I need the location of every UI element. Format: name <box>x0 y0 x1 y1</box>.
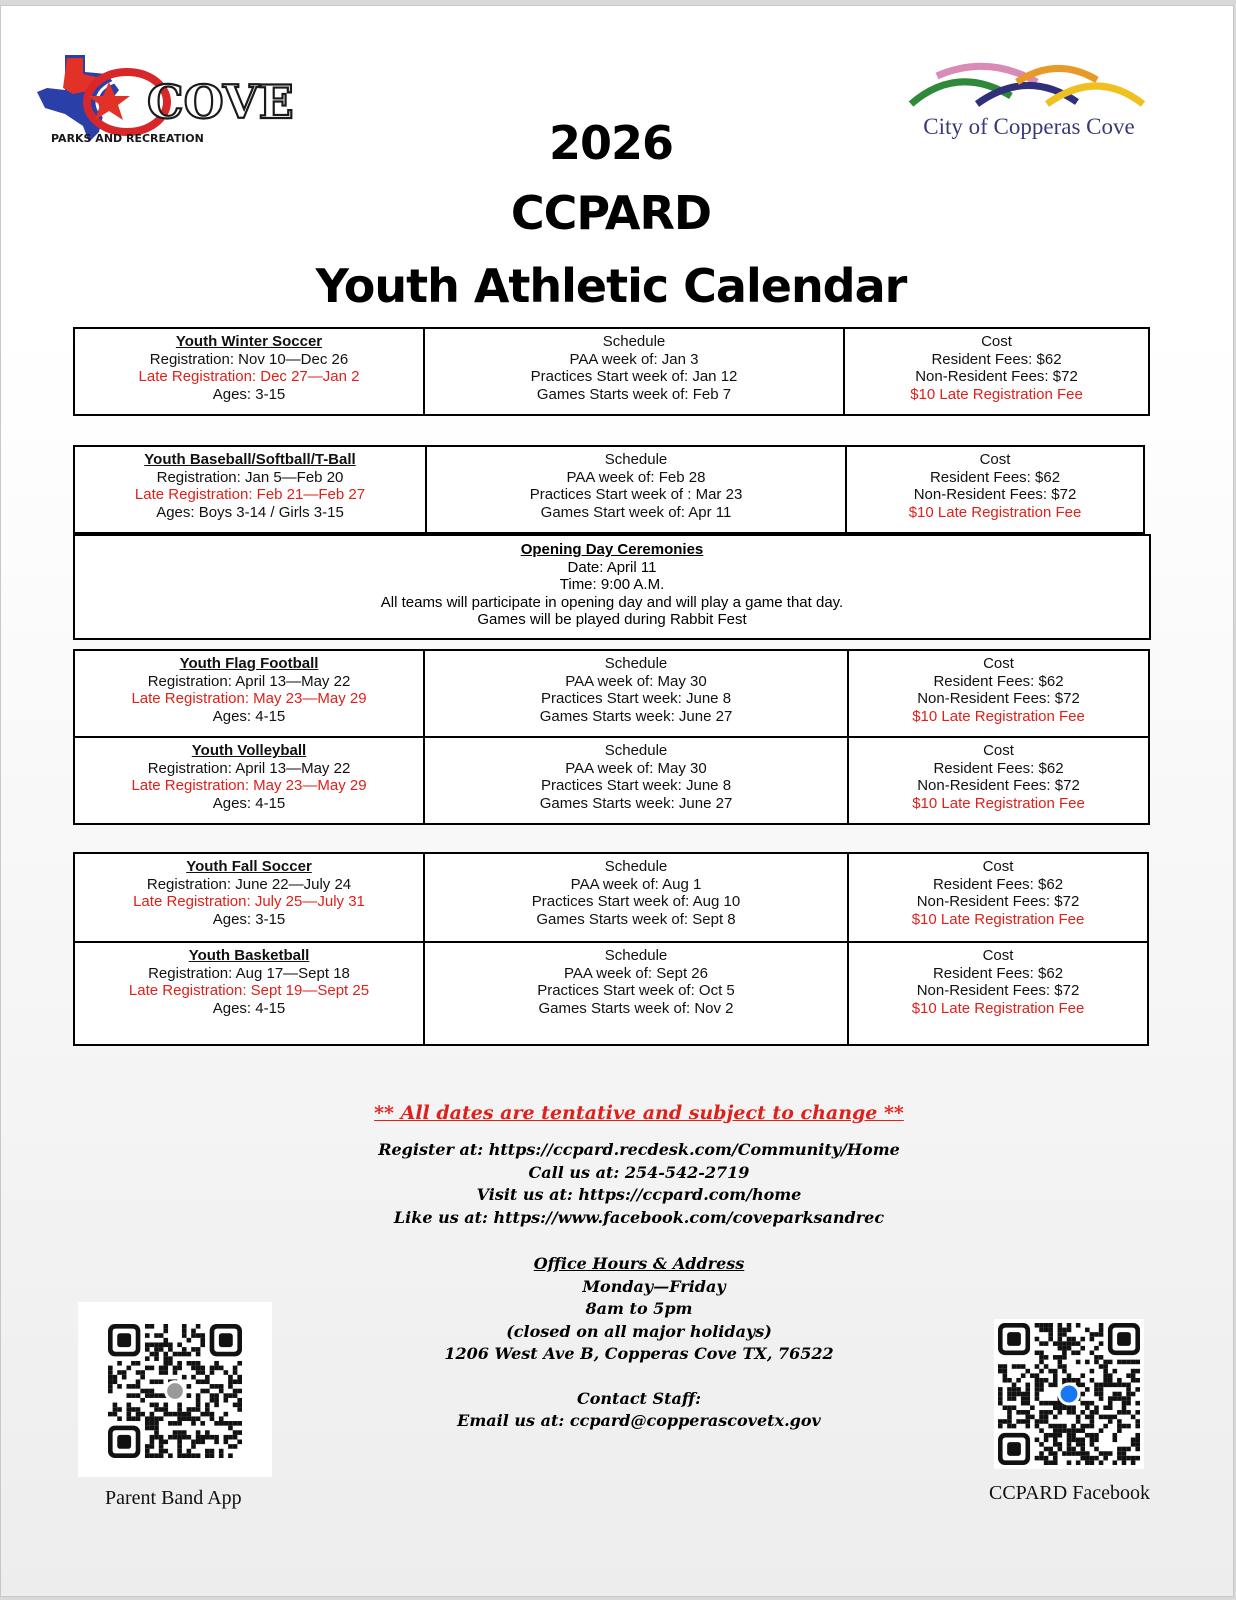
program-row <box>75 447 1143 532</box>
non-resident-fee: Non-Resident Fees: $72 <box>916 893 1080 910</box>
band-app-qr-icon[interactable] <box>78 1302 272 1477</box>
resident-fee: Resident Fees: $62 <box>933 759 1064 777</box>
program-table-fall <box>73 852 1149 1046</box>
practices-start: Practices Start week of: Aug 10 <box>531 893 741 910</box>
schedule-header: Schedule <box>604 742 668 759</box>
opening-day-note: Games will be played during Rabbit Fest <box>477 611 747 628</box>
resident-fee: Resident Fees: $62 <box>929 468 1061 486</box>
practices-start: Practices Start week of: Oct 5 <box>537 982 735 999</box>
ages: Ages: 4-15 <box>212 794 286 812</box>
band-app-label: Parent Band App <box>105 1487 242 1509</box>
cost-header: Cost <box>982 858 1014 875</box>
disclaimer: ** All dates are tentative and subject to change ** <box>374 1102 904 1124</box>
late-registration-dates: Late Registration: Feb 21—Feb 27 <box>134 486 366 503</box>
title-org: CCPARD <box>510 186 712 240</box>
non-resident-fee: Non-Resident Fees: $72 <box>915 368 1078 385</box>
office-hours: 8am to 5pm <box>585 1299 693 1318</box>
program-table-winter <box>73 327 1150 416</box>
title-year: 2026 <box>548 116 674 170</box>
registration-dates: Registration: Jan 5—Feb 20 <box>156 468 344 486</box>
contact-title: Contact Staff: <box>577 1388 701 1408</box>
late-registration-dates: Late Registration: May 23—May 29 <box>131 777 367 794</box>
cost-header: Cost <box>983 655 1014 672</box>
resident-fee: Resident Fees: $62 <box>933 672 1064 690</box>
late-fee: $10 Late Registration Fee <box>908 503 1082 521</box>
paa-week: PAA week of: Feb 28 <box>566 468 706 486</box>
program-row <box>75 941 1147 1044</box>
paa-week: PAA week of: Sept 26 <box>564 964 708 982</box>
email-link[interactable]: Email us at: ccpard@copperascovetx.gov <box>457 1411 821 1430</box>
program-table-baseball <box>73 445 1145 534</box>
late-fee: $10 Late Registration Fee <box>912 794 1085 812</box>
resident-fee: Resident Fees: $62 <box>931 350 1062 368</box>
registration-dates: Registration: Aug 17—Sept 18 <box>148 964 350 982</box>
practices-start: Practices Start week of: Jan 12 <box>530 368 738 385</box>
opening-day-date: Date: April 11 <box>567 558 657 576</box>
schedule-header: Schedule <box>604 655 668 672</box>
ages: Ages: 3-15 <box>212 385 286 403</box>
program-name: Youth Basketball <box>188 947 310 964</box>
schedule-header: Schedule <box>604 451 668 468</box>
calendar-page <box>0 5 1234 1597</box>
non-resident-fee: Non-Resident Fees: $72 <box>916 982 1080 999</box>
registration-dates: Registration: April 13—May 22 <box>147 759 351 777</box>
ages: Ages: 3-15 <box>212 910 286 928</box>
office-days: Monday—Friday <box>582 1276 726 1296</box>
games-start: Games Starts week of: Nov 2 <box>538 999 734 1017</box>
ages: Ages: Boys 3-14 / Girls 3-15 <box>156 503 344 521</box>
program-row <box>75 736 1148 823</box>
program-row <box>75 329 1148 414</box>
practices-start: Practices Start week: June 8 <box>540 690 732 707</box>
cost-header: Cost <box>982 947 1014 964</box>
paa-week: PAA week of: May 30 <box>565 759 707 777</box>
city-logo-text: City of Copperas Cove <box>923 114 1135 139</box>
paa-week: PAA week of: May 30 <box>565 672 707 690</box>
opening-day-title: Opening Day Ceremonies <box>520 541 704 558</box>
schedule-header: Schedule <box>604 858 668 875</box>
non-resident-fee: Non-Resident Fees: $72 <box>913 486 1077 503</box>
program-name: Youth Volleyball <box>191 742 307 759</box>
registration-dates: Registration: June 22—July 24 <box>146 875 352 893</box>
opening-day-box <box>73 534 1151 640</box>
late-fee: $10 Late Registration Fee <box>911 910 1085 928</box>
non-resident-fee: Non-Resident Fees: $72 <box>917 690 1080 707</box>
schedule-header: Schedule <box>604 947 668 964</box>
phone-number: Call us at: 254-542-2719 <box>528 1162 750 1182</box>
facebook-link[interactable]: Like us at: https://www.facebook.com/coveparksandrec <box>393 1207 885 1227</box>
program-name: Youth Fall Soccer <box>186 858 312 875</box>
ages: Ages: 4-15 <box>212 707 286 725</box>
practices-start: Practices Start week: June 8 <box>540 777 732 794</box>
opening-day-note: All teams will participate in opening day and will play a game that day. <box>380 593 844 611</box>
cost-header: Cost <box>983 742 1014 759</box>
program-name: Youth Baseball/Softball/T-Ball <box>144 451 356 468</box>
late-registration-dates: Late Registration: May 23—May 29 <box>131 690 367 707</box>
cost-header: Cost <box>979 451 1011 468</box>
paa-week: PAA week of: Aug 1 <box>570 875 702 893</box>
paa-week: PAA week of: Jan 3 <box>569 350 699 368</box>
games-start: Games Starts week: June 27 <box>539 707 733 725</box>
cost-header: Cost <box>981 333 1012 350</box>
non-resident-fee: Non-Resident Fees: $72 <box>917 777 1080 794</box>
late-fee: $10 Late Registration Fee <box>912 707 1085 725</box>
registration-dates: Registration: Nov 10—Dec 26 <box>149 350 349 368</box>
games-start: Games Start week of: Apr 11 <box>540 503 732 521</box>
program-row <box>75 651 1148 736</box>
facebook-qr-icon[interactable] <box>994 1319 1144 1469</box>
resident-fee: Resident Fees: $62 <box>932 875 1064 893</box>
program-name: Youth Winter Soccer <box>175 333 323 350</box>
games-start: Games Starts week: June 27 <box>539 794 733 812</box>
cove-logo-subtitle: PARKS AND RECREATION <box>51 132 204 145</box>
late-registration-dates: Late Registration: July 25—July 31 <box>133 893 365 910</box>
register-link[interactable]: Register at: https://ccpard.recdesk.com/Community/Home <box>378 1140 900 1159</box>
title-name: Youth Athletic Calendar <box>315 259 907 313</box>
program-table-summer <box>73 649 1150 825</box>
games-start: Games Starts week of: Sept 8 <box>536 910 736 928</box>
office-address: 1206 West Ave B, Copperas Cove TX, 76522 <box>444 1344 834 1363</box>
late-registration-dates: Late Registration: Dec 27—Jan 2 <box>138 368 360 385</box>
registration-dates: Registration: April 13—May 22 <box>147 672 351 690</box>
schedule-header: Schedule <box>602 333 666 350</box>
late-registration-dates: Late Registration: Sept 19—Sept 25 <box>128 982 370 999</box>
program-row <box>75 854 1147 941</box>
office-holidays: (closed on all major holidays) <box>506 1321 772 1341</box>
opening-day-time: Time: 9:00 A.M. <box>559 576 665 593</box>
late-fee: $10 Late Registration Fee <box>911 999 1085 1017</box>
resident-fee: Resident Fees: $62 <box>932 964 1064 982</box>
office-title: Office Hours & Address <box>533 1254 745 1273</box>
late-fee: $10 Late Registration Fee <box>910 385 1083 403</box>
games-start: Games Starts week of: Feb 7 <box>536 385 732 403</box>
facebook-label: CCPARD Facebook <box>989 1482 1150 1504</box>
cove-logo-text: COVE <box>147 75 294 129</box>
ages: Ages: 4-15 <box>212 999 286 1017</box>
contact-info <box>1 1139 1236 1229</box>
practices-start: Practices Start week of : Mar 23 <box>529 486 743 503</box>
program-name: Youth Flag Football <box>179 655 319 672</box>
website-link[interactable]: Visit us at: https://ccpard.com/home <box>476 1185 802 1204</box>
